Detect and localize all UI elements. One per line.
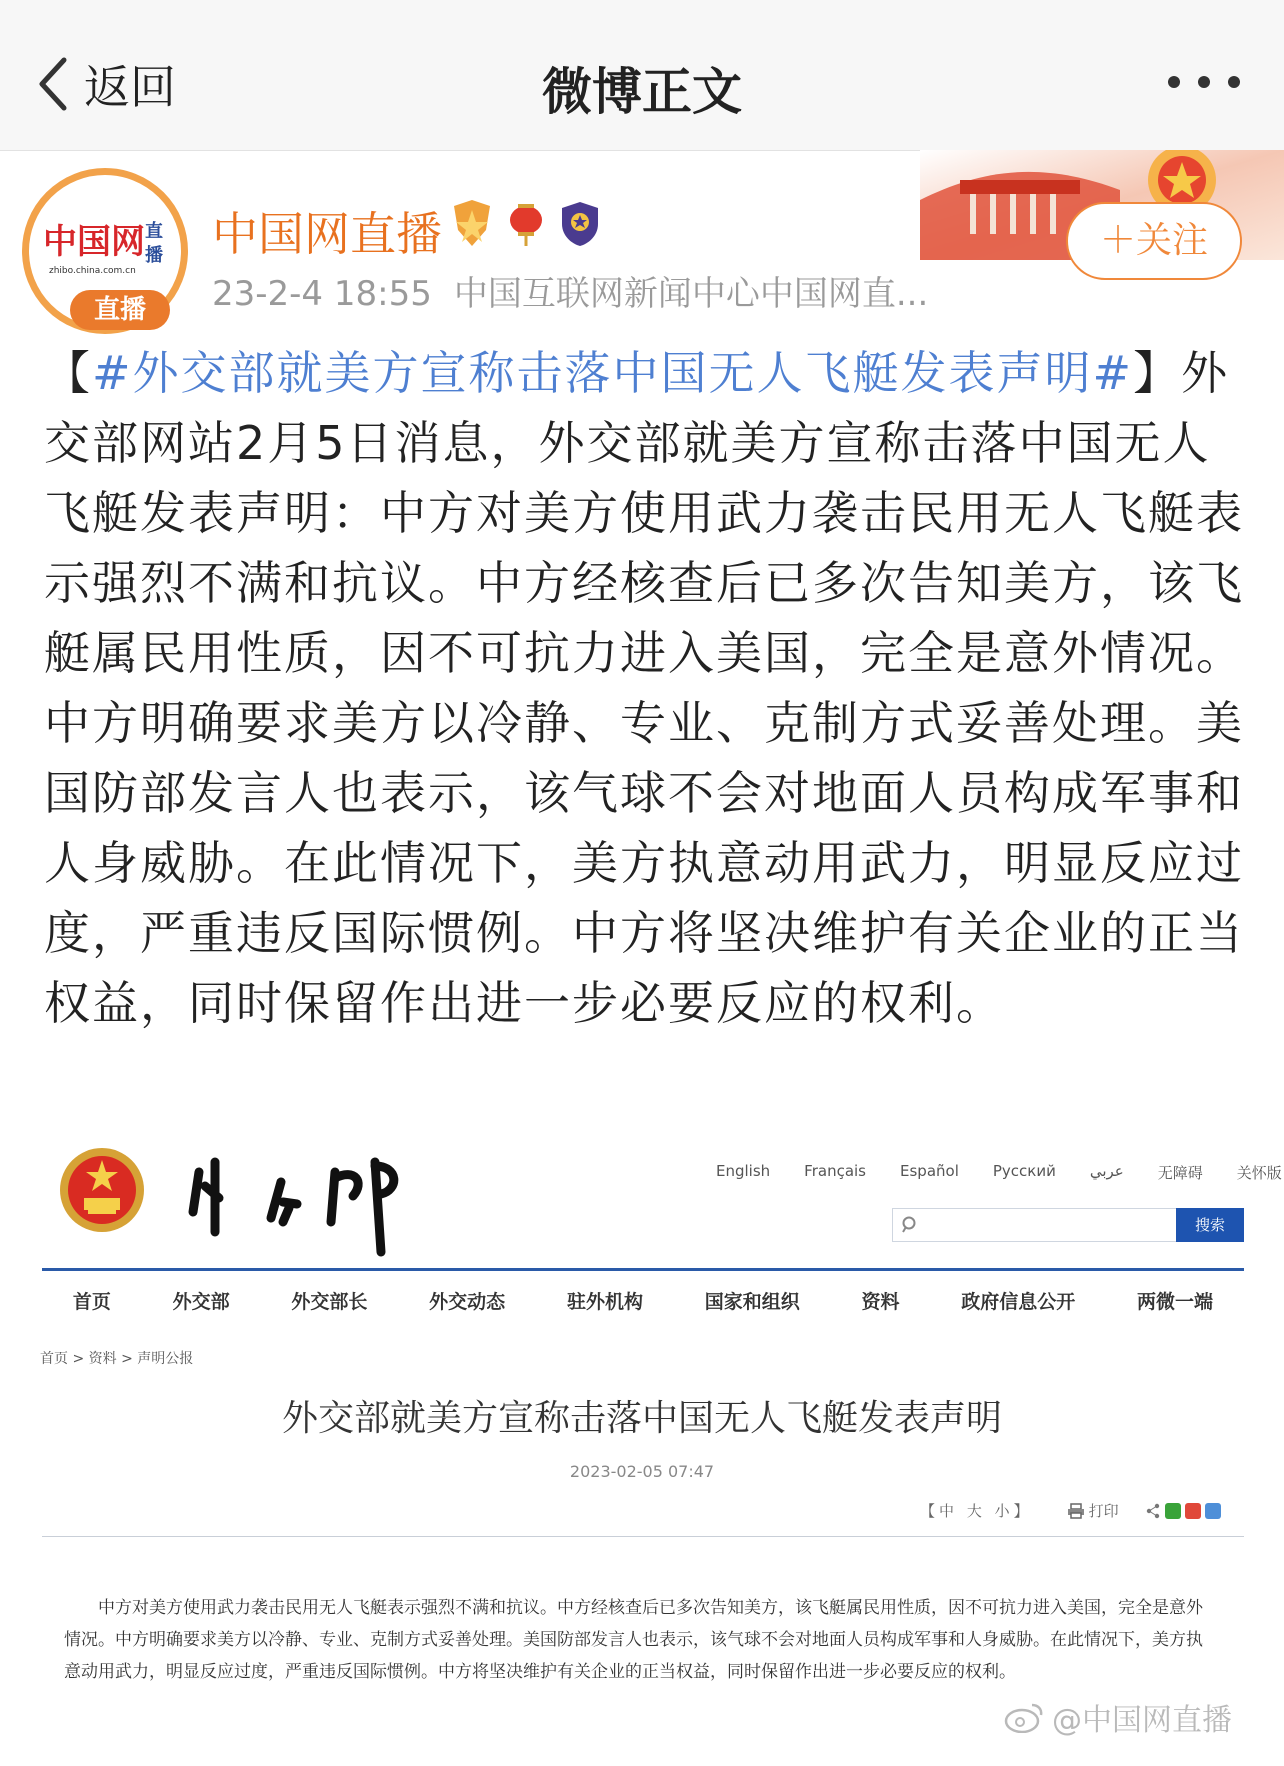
more-options-button[interactable] [1168,62,1240,102]
top-navigation-bar [0,0,1284,151]
topic-close-bracket: 】 [1133,346,1182,400]
user-name[interactable]: 中国网直播 [212,207,442,261]
font-size-small[interactable]: 小 [994,1502,1014,1520]
weibo-logo-icon [1004,1701,1044,1733]
print-button[interactable] [1067,1500,1119,1521]
breadcrumb-separator: > [116,1351,138,1367]
weibo-share-icon[interactable] [1185,1503,1201,1519]
svg-text:zhibo.china.com.cn: zhibo.china.com.cn [49,266,136,276]
printer-icon [1067,1503,1085,1519]
nav-item-missions[interactable]: 驻外机构 [566,1291,643,1313]
dot-icon [1228,76,1240,88]
svg-text:中国网: 中国网 [43,222,145,262]
main-nav [42,1280,1244,1324]
qzone-share-icon[interactable] [1205,1503,1221,1519]
weibo-watermark [1004,1695,1232,1739]
watermark-text: @中国网直播 [1052,1703,1232,1738]
accessibility-link[interactable]: 无障碍 [1157,1164,1203,1182]
post-text [44,338,1244,1038]
hashtag-link[interactable]: #外交部就美方宣称击落中国无人飞艇发表声明# [92,346,1134,400]
wechat-share-icon[interactable] [1165,1503,1181,1519]
font-size-medium[interactable]: 中 [939,1502,959,1520]
lang-spanish-link[interactable]: Español [900,1162,959,1180]
nav-item-news[interactable]: 外交动态 [429,1291,506,1313]
nav-item-social[interactable]: 两微一端 [1137,1291,1214,1313]
nav-item-home[interactable]: 首页 [72,1291,111,1313]
breadcrumb [40,1348,193,1368]
breadcrumb-resources[interactable]: 资料 [88,1351,117,1367]
article-body: 中方对美方使用武力袭击民用无人飞艇表示强烈不满和抗议。中方经核查后已多次告知美方，该飞艇属民用性质，因不可抗力进入美国，完全是意外情况。中方明确要求美方以冷静、专业、克制方式妥善处理。美国防部发言人也表示，该气球不会对地面人员构成军事和人身威胁。在此情况下，美方执意动用武力，明显反应过度，严重违反国际惯例。中方将坚决维护有关企业的正当权益，同时保留作出进一步必要反应的权利。 [64,1598,1203,1682]
share-icon[interactable] [1145,1503,1161,1519]
lang-french-link[interactable]: Français [804,1162,866,1180]
font-bracket: 】 [1013,1502,1033,1520]
breadcrumb-home[interactable]: 首页 [40,1351,68,1367]
print-label: 打印 [1088,1502,1119,1520]
live-badge: 直播 [70,290,170,330]
nav-item-minister[interactable]: 外交部长 [291,1291,368,1313]
font-size-large[interactable]: 大 [966,1502,986,1520]
post-time: 23-2-4 18:55 [212,274,432,314]
dot-icon [1198,76,1210,88]
mfa-calligraphy-logo [185,1142,425,1260]
post-image[interactable] [0,1120,1284,1766]
font-bracket: 【 [920,1502,940,1520]
search-icon [901,1215,919,1235]
svg-text:播: 播 [145,245,163,266]
care-mode-link[interactable]: 关怀版 [1236,1164,1282,1182]
breadcrumb-separator: > [68,1351,89,1367]
search-button[interactable]: 搜索 [1176,1208,1244,1242]
nav-item-ministry[interactable]: 外交部 [172,1291,230,1313]
lang-russian-link[interactable]: Русский [992,1162,1056,1180]
search-field [892,1208,1180,1242]
back-label: 返回 [84,60,176,114]
nav-item-gov-info[interactable]: 政府信息公开 [961,1291,1076,1313]
share-buttons [1145,1503,1221,1519]
topic-open-bracket: 【 [44,346,92,400]
article-title: 外交部就美方宣称击落中国无人飞艇发表声明 [281,1398,1002,1439]
post-source: 中国互联网新闻中心中国网直... [453,274,929,314]
article-tools [920,1500,1221,1521]
post-meta [212,266,928,315]
medal-icon[interactable] [450,200,494,248]
lang-arabic-link[interactable]: عربي [1089,1162,1124,1180]
article-divider [42,1536,1244,1537]
follow-button[interactable]: ＋关注 [1066,202,1242,280]
nav-divider [42,1268,1244,1271]
breadcrumb-statements[interactable]: 声明公报 [137,1351,194,1367]
page-title: 微博正文 [542,63,742,121]
lang-english-link[interactable]: English [716,1162,771,1180]
language-links [716,1162,1282,1183]
svg-text:直: 直 [145,221,163,242]
article-date: 2023-02-05 07:47 [569,1462,715,1481]
post-body-text: 外交部网站2月5日消息，外交部就美方宣称击落中国无人飞艇发表声明：中方对美方使用武力袭击民用无人飞艇表示强烈不满和抗议。中方经核查后已多次告知美方，该飞艇属民用性质，因不可抗力进入美国，完全是意外情况。中方明确要求美方以冷静、专业、克制方式妥善处理。美国防部发言人也表示，该气球不会对地面人员构成军事和人身威胁。在此情况下，美方执意动用武力，明显反应过度，严重违反国际惯例。中方将坚决维护有关企业的正当权益，同时保留作出进一步必要反应的权利。 [44,346,1244,1030]
nav-item-resources[interactable]: 资料 [861,1291,900,1313]
verified-shield-icon[interactable] [558,200,602,248]
search-input[interactable] [925,1211,1169,1239]
dot-icon [1168,76,1180,88]
font-size-controls [920,1500,1033,1521]
national-emblem-icon [58,1146,146,1234]
user-badges [450,200,602,248]
nav-item-countries[interactable]: 国家和组织 [704,1291,800,1313]
lantern-icon[interactable] [504,200,548,248]
